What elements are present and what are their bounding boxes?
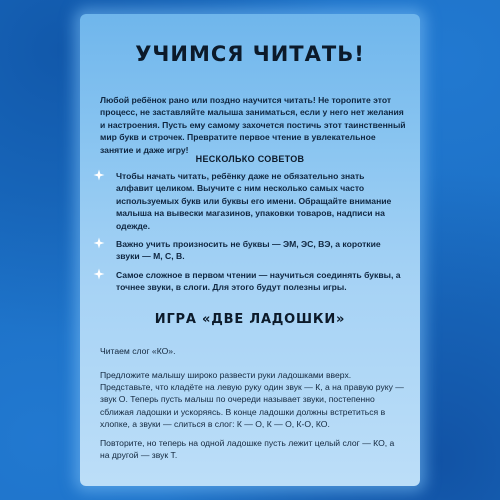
tips-heading: НЕСКОЛЬКО СОВЕТОВ <box>195 154 305 164</box>
tip-item <box>100 170 404 232</box>
tip-text: Самое сложное в первом чтении — научиться соединять буквы, а точнее звуки, в слоги. Для этого будут полезны игры. <box>116 269 401 293</box>
star-icon <box>93 268 105 280</box>
game-paragraph: Предложите малышу широко развести руки ладошками вверх. Представьте, что кладёте на левую руку один звук — К, а на правую руку — звук О. Теперь пусть малыш по очереди называет звуки, постепенно сближая ладошки и ускоряясь. В конце ладошки должны встретиться в хлопке, а звуки — слиться в слог: К — О, К — О, К-О, КО. <box>100 370 404 429</box>
tips-list <box>100 170 404 300</box>
intro-paragraph: Любой ребёнок рано или поздно научится читать! Не торопите этот процесс, не заставляйте малыша заниматься, если у него нет желания и настроения. Пусть ему самому захочется постичь этот таинственный мир букв и строчек. Превратите первое чтение в увлекательное занятие и даже игру! <box>100 95 406 155</box>
content-panel <box>80 14 420 486</box>
star-icon <box>93 237 105 249</box>
game-paragraph: Повторите, но теперь на одной ладошке пусть лежит целый слог — КО, а на другой — звук Т. <box>100 438 395 461</box>
tip-text: Важно учить произносить не буквы — ЭМ, ЭС, ВЭ, а короткие звуки — М, С, В. <box>116 239 381 262</box>
page-title: УЧИМСЯ ЧИТАТЬ! <box>135 42 365 66</box>
star-icon <box>93 169 105 181</box>
tip-item <box>100 238 404 263</box>
tip-item <box>100 269 404 294</box>
tip-text: Чтобы начать читать, ребёнку даже не обязательно знать алфавит целиком. Выучите с ним несколько самых часто используемых букв или буквы его имени. Обращайте внимание малыша на вывески магазинов, упаковки товаров, надписи на одежде. <box>116 171 392 231</box>
game-paragraph: Читаем слог «КО». <box>100 346 176 356</box>
game-title: ИГРА «ДВЕ ЛАДОШКИ» <box>154 312 346 327</box>
